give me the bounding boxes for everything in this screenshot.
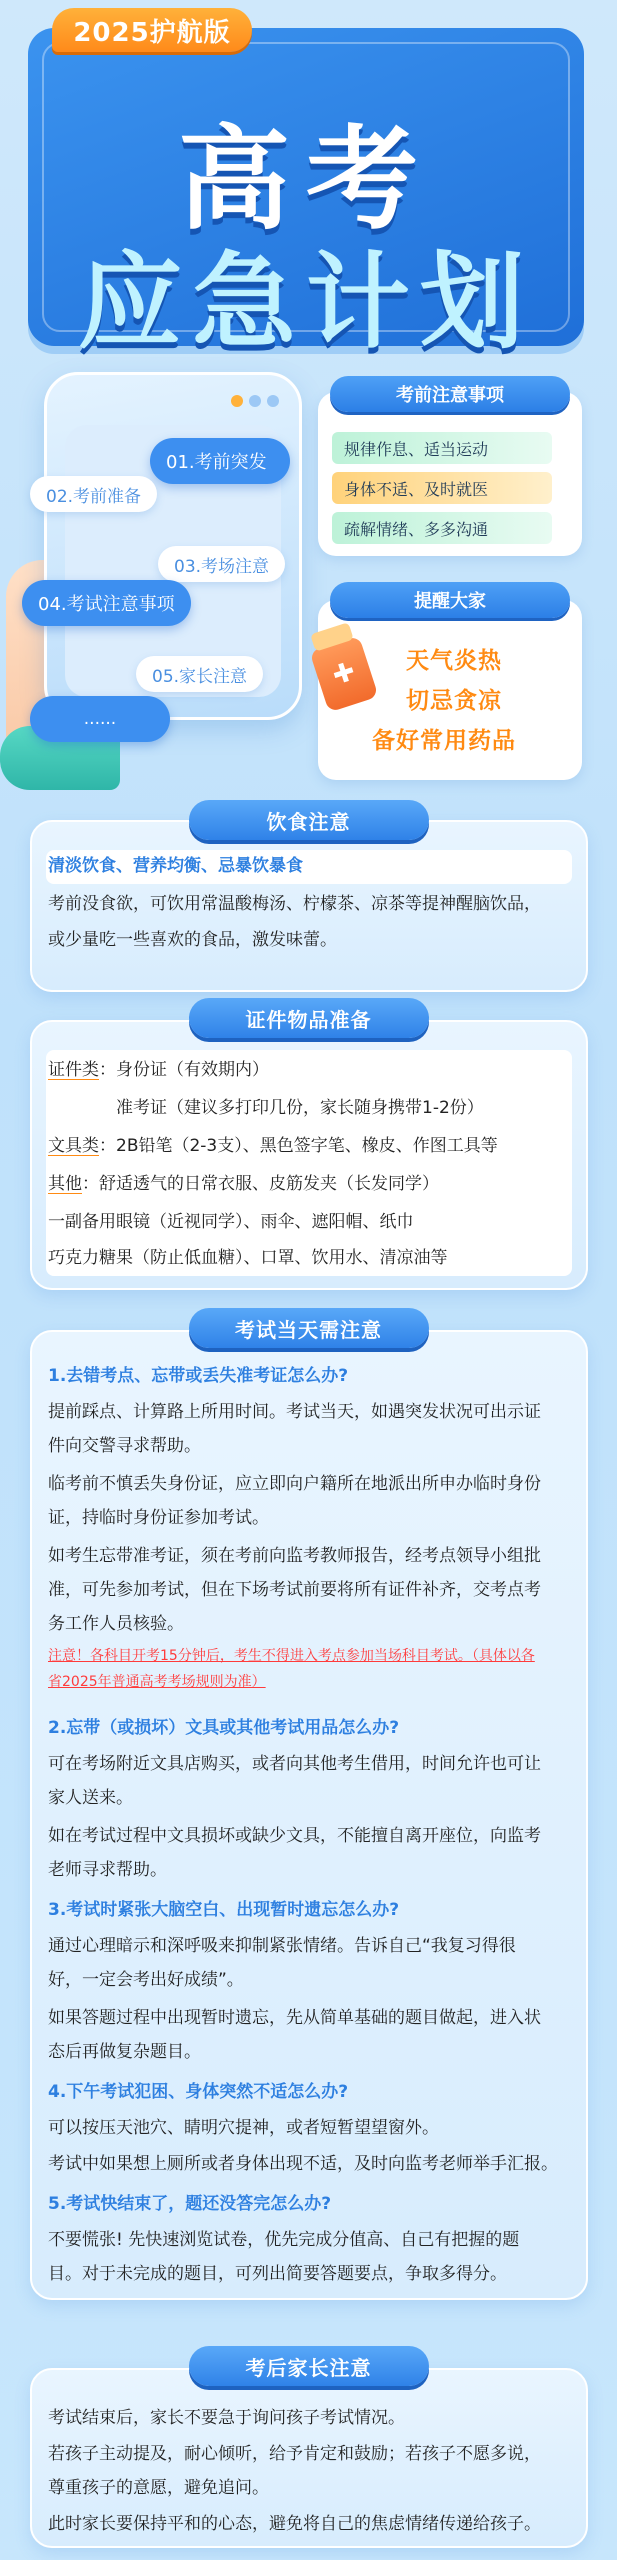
exam-q3: 3.考试时紧张大脑空白、出现暂时遗忘怎么办? bbox=[48, 1900, 400, 1920]
diet-highlight: 清淡饮食、营养均衡、忌暴饮暴食 bbox=[48, 856, 303, 876]
documents-other-text: ：舒适透气的日常衣服、皮筋发夹（长发同学） bbox=[82, 1174, 439, 1194]
medicine-bottle-icon: ✚ bbox=[309, 636, 378, 713]
parents-title: 考后家长注意 bbox=[189, 2346, 429, 2386]
exam-q1-p3a: 如考生忘带准考证，须在考前向监考教师报告，经考点领导小组批 bbox=[48, 1546, 541, 1566]
diet-body-line-1: 考前没食欲，可饮用常温酸梅汤、柠檬茶、凉茶等提神醒脑饮品， bbox=[48, 894, 541, 914]
exam-q2-p1a: 可在考场附近文具店购买，或者向其他考生借用，时间允许也可让 bbox=[48, 1754, 541, 1774]
exam-q5-p1a: 不要慌张! 先快速浏览试卷，优先完成分值高、自己有把握的题 bbox=[48, 2230, 520, 2250]
exam-q1-p1a: 提前踩点、计算路上所用时间。考试当天，如遇突发状况可出示证 bbox=[48, 1402, 541, 1422]
parents-p2a: 若孩子主动提及，耐心倾听，给予肯定和鼓励；若孩子不愿多说， bbox=[48, 2444, 541, 2464]
documents-label-other: 其他 bbox=[48, 1174, 82, 1194]
menu-item-4[interactable]: 04.考试注意事项 bbox=[22, 580, 191, 626]
exam-day-section bbox=[30, 1330, 588, 2300]
pre-exam-tip-3: 疏解情绪、多多沟通 bbox=[332, 512, 552, 544]
diet-section bbox=[30, 820, 588, 992]
documents-stationery-text: ：2B铅笔（2-3支）、黑色签字笔、橡皮、作图工具等 bbox=[99, 1136, 498, 1156]
menu-item-2[interactable]: 02.考前准备 bbox=[30, 476, 157, 512]
menu-item-more[interactable]: ...... bbox=[30, 696, 170, 742]
exam-q3-p1a: 通过心理暗示和深呼吸来抑制紧张情绪。告诉自己“我复习得很 bbox=[48, 1936, 516, 1956]
exam-q1-p1b: 件向交警寻求帮助。 bbox=[48, 1436, 201, 1456]
documents-id-text: ：身份证（有效期内） bbox=[99, 1060, 269, 1080]
documents-label-stationery: 文具类 bbox=[48, 1136, 99, 1156]
pre-exam-tip-1: 规律作息、适当运动 bbox=[332, 432, 552, 464]
pre-exam-tip-2: 身体不适、及时就医 bbox=[332, 472, 552, 504]
reminder-title: 提醒大家 bbox=[330, 582, 570, 618]
exam-q1-note-b: 省2025年普通高考考场规则为准） bbox=[48, 1674, 266, 1690]
exam-q1: 1.去错考点、忘带或丢失准考证怎么办? bbox=[48, 1366, 349, 1386]
exam-q3-p1b: 好，一定会考出好成绩”。 bbox=[48, 1970, 244, 1990]
reminder-line-1: 天气炎热 bbox=[406, 648, 502, 674]
edition-badge: 2025护航版 bbox=[52, 8, 252, 52]
documents-snacks-line: 巧克力糖果（防止低血糖）、口罩、饮用水、清凉油等 bbox=[48, 1248, 448, 1268]
documents-glasses-line: 一副备用眼镜（近视同学）、雨伞、遮阳帽、纸巾 bbox=[48, 1212, 414, 1232]
exam-q3-p2a: 如果答题过程中出现暂时遗忘，先从简单基础的题目做起，进入状 bbox=[48, 2008, 541, 2028]
exam-q1-note-a: 注意！各科目开考15分钟后，考生不得进入考点参加当场科目考试。（具体以各 bbox=[48, 1648, 535, 1664]
pre-exam-title: 考前注意事项 bbox=[330, 376, 570, 412]
exam-q1-p3b: 准，可先参加考试，但在下场考试前要将所有证件补齐，交考点考 bbox=[48, 1580, 541, 1600]
diet-title: 饮食注意 bbox=[189, 800, 429, 840]
parents-section bbox=[30, 2368, 588, 2548]
exam-q2: 2.忘带（或损坏）文具或其他考试用品怎么办? bbox=[48, 1718, 400, 1738]
menu-item-1[interactable]: 01.考前突发 bbox=[150, 438, 290, 484]
documents-stationery-line bbox=[48, 1128, 498, 1164]
exam-q1-p2a: 临考前不慎丢失身份证，应立即向户籍所在地派出所申办临时身份 bbox=[48, 1474, 541, 1494]
documents-other-line bbox=[48, 1166, 439, 1202]
pre-exam-card bbox=[318, 392, 582, 556]
documents-label-id: 证件类 bbox=[48, 1060, 99, 1080]
hero-banner bbox=[28, 28, 584, 363]
exam-q5: 5.考试快结束了，题还没答完怎么办? bbox=[48, 2194, 332, 2214]
exam-q1-p2b: 证，持临时身份证参加考试。 bbox=[48, 1508, 269, 1528]
exam-q5-p1b: 目。对于未完成的题目，可列出简要答题要点，争取多得分。 bbox=[48, 2264, 507, 2284]
phone-dots bbox=[231, 395, 279, 407]
exam-q2-p2b: 老师寻求帮助。 bbox=[48, 1860, 167, 1880]
exam-q4: 4.下午考试犯困、身体突然不适怎么办? bbox=[48, 2082, 349, 2102]
reminder-line-2: 切忌贪凉 bbox=[406, 688, 502, 714]
diet-body-line-2: 或少量吃一些喜欢的食品，激发味蕾。 bbox=[48, 930, 337, 950]
menu-item-5[interactable]: 05.家长注意 bbox=[136, 656, 263, 692]
documents-id-line-1 bbox=[48, 1052, 269, 1088]
documents-id-line-2: 准考证（建议多打印几份，家长随身携带1-2份） bbox=[116, 1098, 484, 1118]
exam-day-title: 考试当天需注意 bbox=[189, 1308, 429, 1348]
exam-q1-p3c: 务工作人员核验。 bbox=[48, 1614, 184, 1634]
hero-title-line1: 高考 bbox=[178, 115, 434, 245]
parents-p1: 考试结束后，家长不要急于询问孩子考试情况。 bbox=[48, 2408, 405, 2428]
exam-q3-p2b: 态后再做复杂题目。 bbox=[48, 2042, 201, 2062]
parents-p2b: 尊重孩子的意愿，避免追问。 bbox=[48, 2478, 269, 2498]
exam-q4-p2: 考试中如果想上厕所或者身体出现不适，及时向监考老师举手汇报。 bbox=[48, 2154, 558, 2174]
menu-item-3[interactable]: 03.考场注意 bbox=[158, 546, 285, 582]
hero-title-line2: 应急计划 bbox=[77, 241, 534, 363]
exam-q2-p2a: 如在考试过程中文具损坏或缺少文具，不能擅自离开座位，向监考 bbox=[48, 1826, 541, 1846]
reminder-line-3: 备好常用药品 bbox=[372, 728, 516, 754]
exam-q4-p1: 可以按压天池穴、睛明穴提神，或者短暂望望窗外。 bbox=[48, 2118, 439, 2138]
documents-title: 证件物品准备 bbox=[189, 998, 429, 1038]
exam-q2-p1b: 家人送来。 bbox=[48, 1788, 133, 1808]
parents-p3: 此时家长要保持平和的心态，避免将自己的焦虑情绪传递给孩子。 bbox=[48, 2514, 541, 2534]
documents-section bbox=[30, 1020, 588, 1290]
